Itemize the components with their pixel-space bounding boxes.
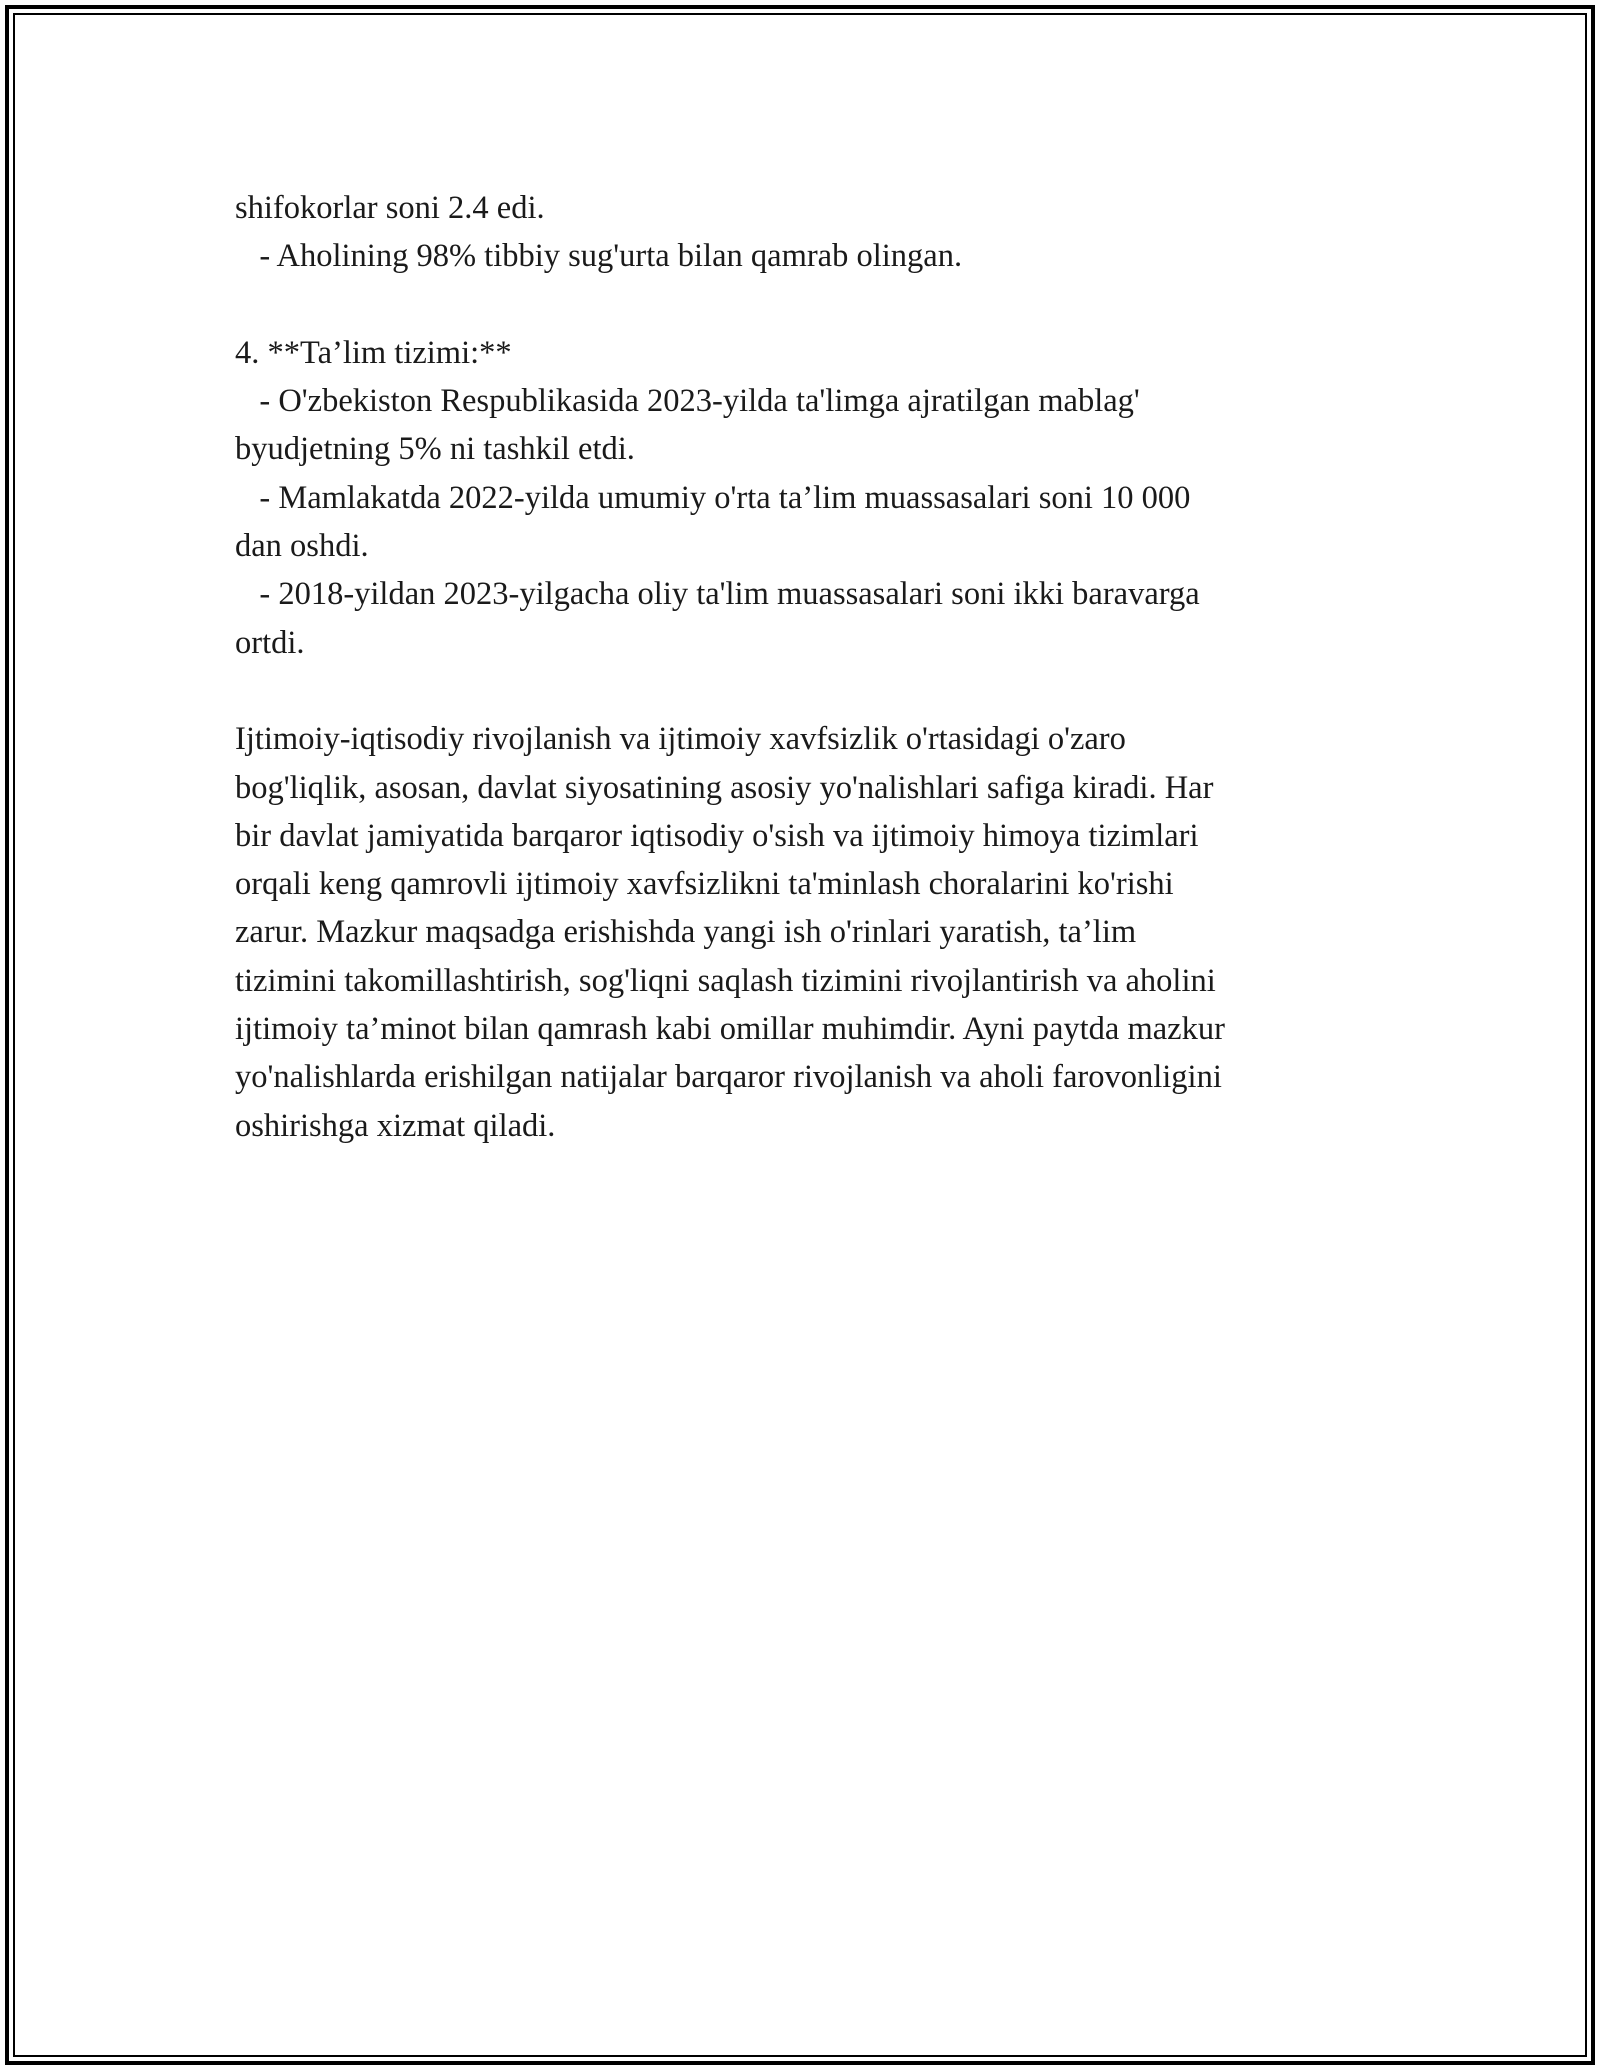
paragraph-line: bir davlat jamiyatida barqaror iqtisodiy o'sish va ijtimoiy himoya tizimlari bbox=[235, 817, 1199, 854]
blank-line bbox=[235, 667, 1375, 715]
text-line: shifokorlar soni 2.4 edi. bbox=[235, 190, 545, 226]
document-body bbox=[235, 184, 1375, 1150]
paragraph-line: Ijtimoiy-iqtisodiy rivojlanish va ijtimoiy xavfsizlik o'rtasidagi o'zaro bbox=[235, 721, 1126, 758]
paragraph-line: yo'nalishlarda erishilgan natijalar barqaror rivojlanish va aholi farovonligini bbox=[235, 1059, 1222, 1096]
text-line: byudjetning 5% ni tashkil etdi. bbox=[235, 431, 635, 468]
paragraph-line: ijtimoiy ta’minot bilan qamrash kabi omillar muhimdir. Ayni paytda mazkur bbox=[235, 1011, 1225, 1048]
text-line: - 2018-yildan 2023-yilgacha oliy ta'lim muassasalari soni ikki baravarga bbox=[235, 576, 1200, 613]
text-line: - Mamlakatda 2022-yilda umumiy o'rta ta’lim muassasalari soni 10 000 bbox=[235, 479, 1191, 516]
blank-line bbox=[235, 281, 1375, 329]
paragraph-line: bog'liqlik, asosan, davlat siyosatining asosiy yo'nalishlari safiga kiradi. Har bbox=[235, 769, 1214, 806]
text-line: ortdi. bbox=[235, 624, 305, 661]
paragraph-line: orqali keng qamrovli ijtimoiy xavfsizlikni ta'minlash choralarini ko'rishi bbox=[235, 866, 1174, 903]
paragraph-line: oshirishga xizmat qiladi. bbox=[235, 1107, 556, 1144]
text-line: - O'zbekiston Respublikasida 2023-yilda ta'limga ajratilgan mablag' bbox=[235, 383, 1140, 420]
text-line: dan oshdi. bbox=[235, 528, 369, 565]
bullet-insurance-coverage: - Aholining 98% tibbiy sug'urta bilan qamrab olingan. bbox=[235, 238, 963, 275]
paragraph-line: tizimini takomillashtirish, sog'liqni saqlash tizimini rivojlantirish va aholini bbox=[235, 962, 1216, 999]
section-heading: 4. **Ta’lim tizimi:** bbox=[235, 334, 512, 371]
paragraph-line: zarur. Mazkur maqsadga erishishda yangi ish o'rinlari yaratish, ta’lim bbox=[235, 914, 1137, 951]
